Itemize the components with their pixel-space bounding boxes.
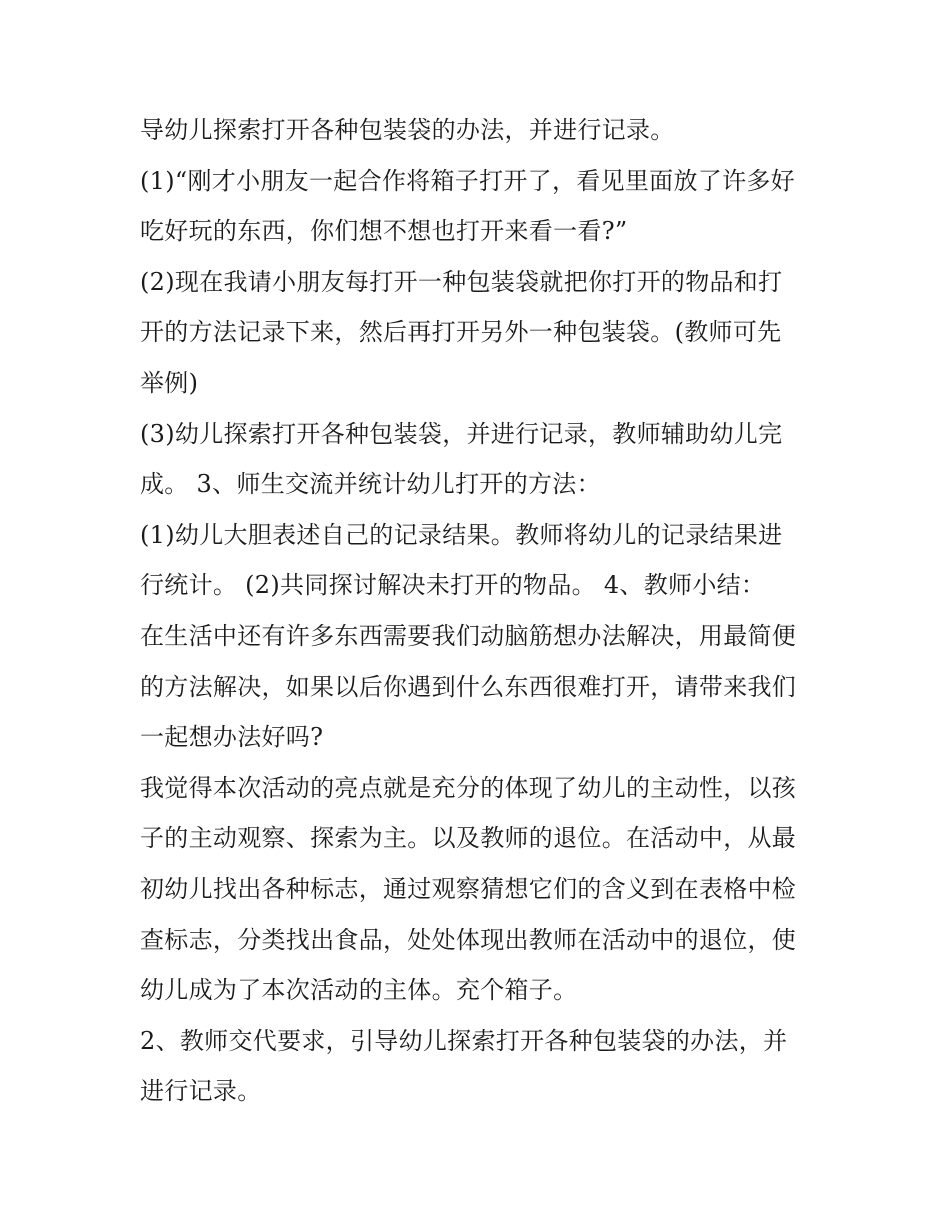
text-line: (3)幼儿探索打开各种包装袋，并进行记录，教师辅助幼儿完 — [140, 419, 783, 448]
text-line: 幼儿成为了本次活动的主体。充个箱子。 — [140, 976, 578, 1005]
text-line: 开的方法记录下来，然后再打开另外一种包装袋。(教师可先 — [140, 318, 782, 347]
text-line: 进行记录。 — [140, 1077, 262, 1106]
text-line: 子的主动观察、探索为主。以及教师的退位。在活动中，从最 — [140, 824, 797, 853]
text-line: 2、教师交代要求，引导幼儿探索打开各种包装袋的办法，并 — [140, 1026, 788, 1055]
text-line: 行统计。 (2)共同探讨解决未打开的物品。 4、教师小结： — [140, 571, 766, 600]
text-line: 举例) — [140, 368, 199, 397]
text-line: 查标志，分类找出食品，处处体现出教师在活动中的退位，使 — [140, 925, 797, 954]
text-line: 导幼儿探索打开各种包装袋的办法，并进行记录。 — [140, 116, 675, 144]
text-line: 初幼儿找出各种标志，通过观察猜想它们的含义到在表格中检 — [140, 874, 797, 903]
text-line: 成。 3、师生交流并统计幼儿打开的方法： — [140, 470, 601, 499]
text-line: 的方法解决，如果以后你遇到什么东西很难打开，请带来我们 — [140, 672, 797, 701]
text-line: 我觉得本次活动的亮点就是充分的体现了幼儿的主动性，以孩 — [140, 773, 797, 802]
document-body — [140, 105, 820, 1117]
text-line: 在生活中还有许多东西需要我们动脑筋想办法解决，用最简便 — [140, 621, 797, 650]
text-line: (1)“刚才小朋友一起合作将箱子打开了，看见里面放了许多好 — [140, 166, 795, 195]
text-line: (1)幼儿大胆表述自己的记录结果。教师将幼儿的记录结果进 — [140, 520, 783, 549]
text-line: 吃好玩的东西，你们想不想也打开来看一看?” — [140, 217, 628, 246]
text-line: (2)现在我请小朋友每打开一种包装袋就把你打开的物品和打 — [140, 267, 783, 296]
text-line: 一起想办法好吗? — [140, 723, 324, 752]
